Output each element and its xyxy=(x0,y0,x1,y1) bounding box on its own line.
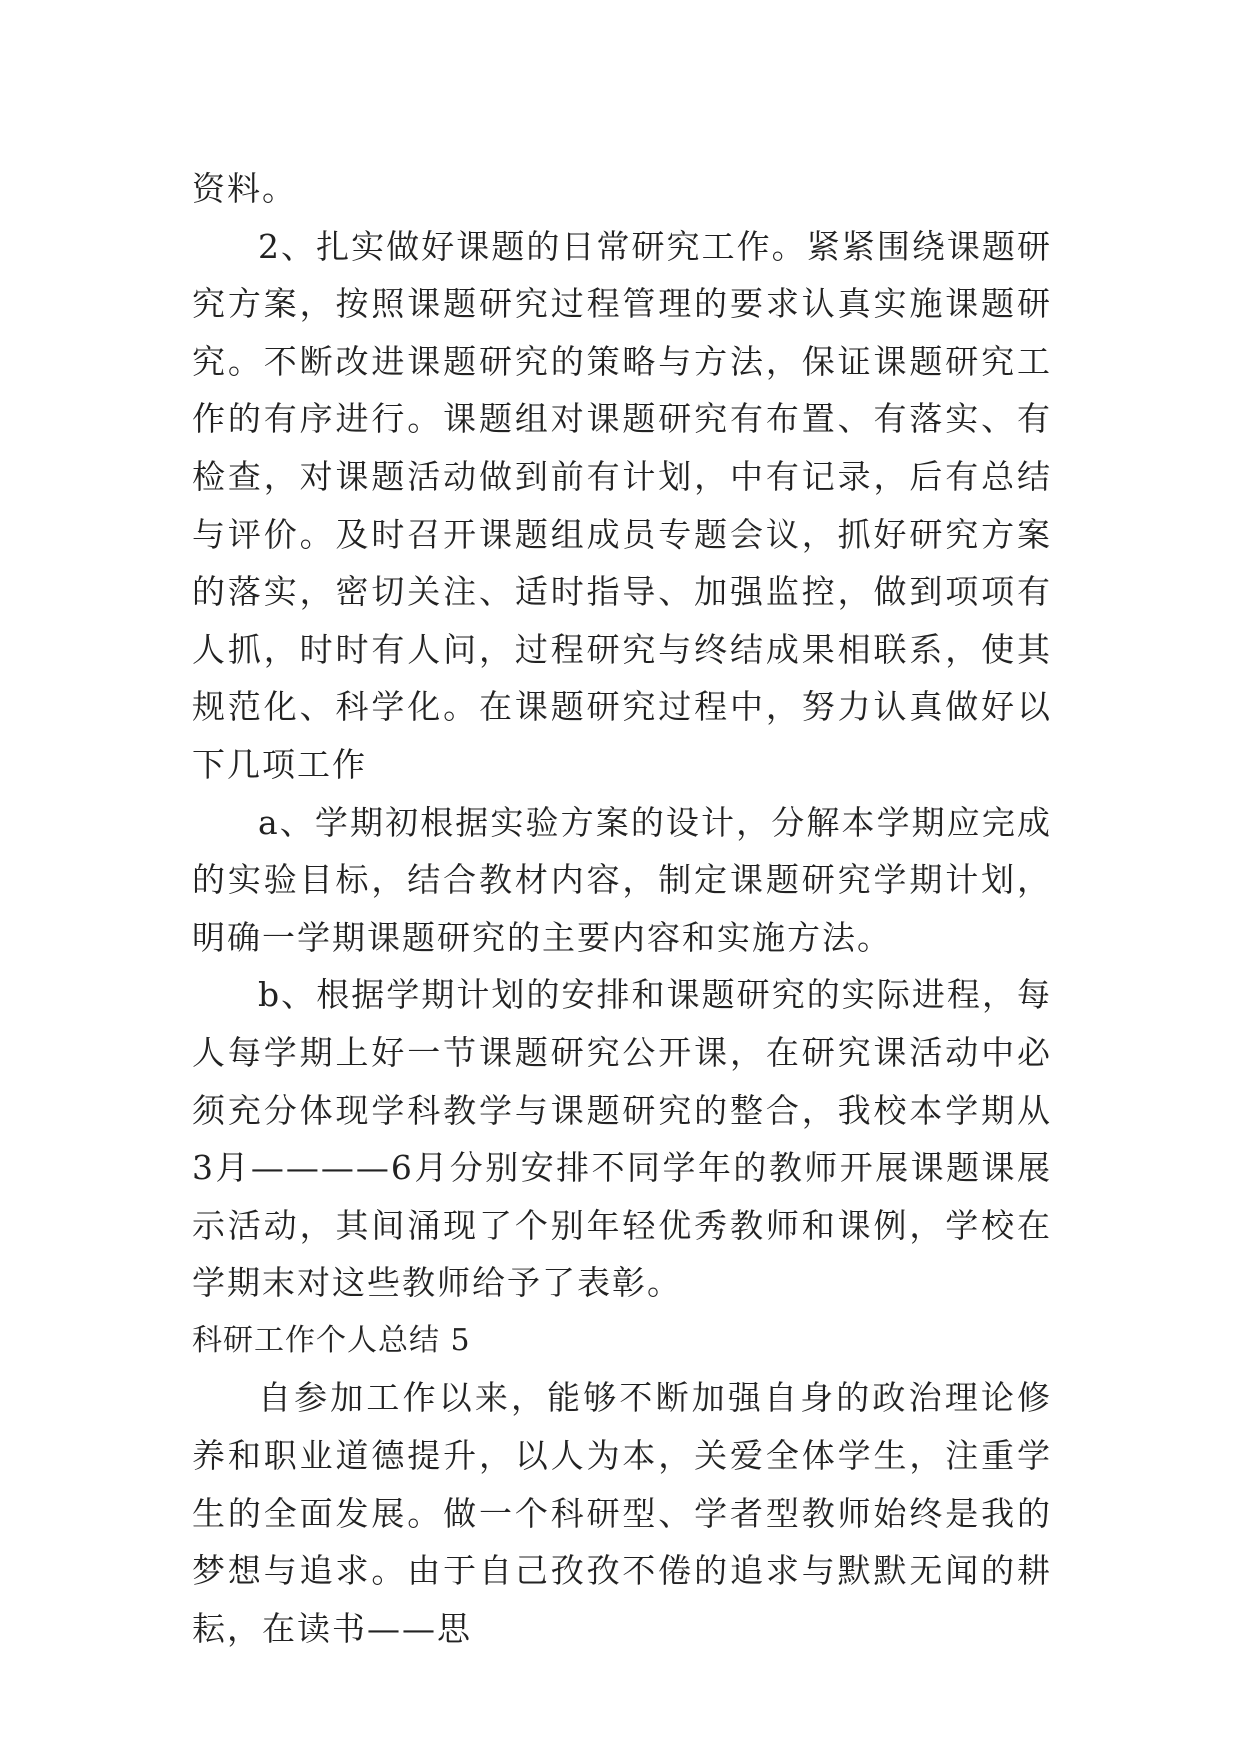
paragraph-section-intro: 自参加工作以来，能够不断加强自身的政治理论修养和职业道德提升，以人为本，关爱全体学生，注重学生的全面发展。做一个科研型、学者型教师始终是我的梦想与追求。由于自己孜孜不倦的追求与默默无闻的耕耘，在读书——思 xyxy=(192,1378,1052,1648)
section-heading: 科研工作个人总结 5 xyxy=(192,1322,471,1358)
paragraph-continuation: 资料。 xyxy=(192,169,297,208)
paragraph-research-work: 2、扎实做好课题的日常研究工作。紧紧围绕课题研究方案，按照课题研究过程管理的要求认真实施课题研究。不断改进课题研究的策略与方法，保证课题研究工作的有序进行。课题组对课题研究有布置、有落实、有检查，对课题活动做到前有计划，中有记录，后有总结与评价。及时召开课题组成员专题会议，抓好研究方案的落实，密切关注、适时指导、加强监控，做到项项有人抓，时时有人问，过程研究与终结成果相联系，使其规范化、科学化。在课题研究过程中，努力认真做好以下几项工作 xyxy=(192,226,1052,784)
paragraph-item-a: a、学期初根据实验方案的设计，分解本学期应完成的实验目标，结合教材内容，制定课题研究学期计划，明确一学期课题研究的主要内容和实施方法。 xyxy=(192,802,1052,957)
document-body xyxy=(192,160,1052,1657)
paragraph-item-b: b、根据学期计划的安排和课题研究的实际进程，每人每学期上好一节课题研究公开课，在研究课活动中必须充分体现学科教学与课题研究的整合，我校本学期从3月————6月分别安排不同学年的教师开展课题课展示活动，其间涌现了个别年轻优秀教师和课例，学校在学期末对这些教师给予了表彰。 xyxy=(192,975,1052,1303)
